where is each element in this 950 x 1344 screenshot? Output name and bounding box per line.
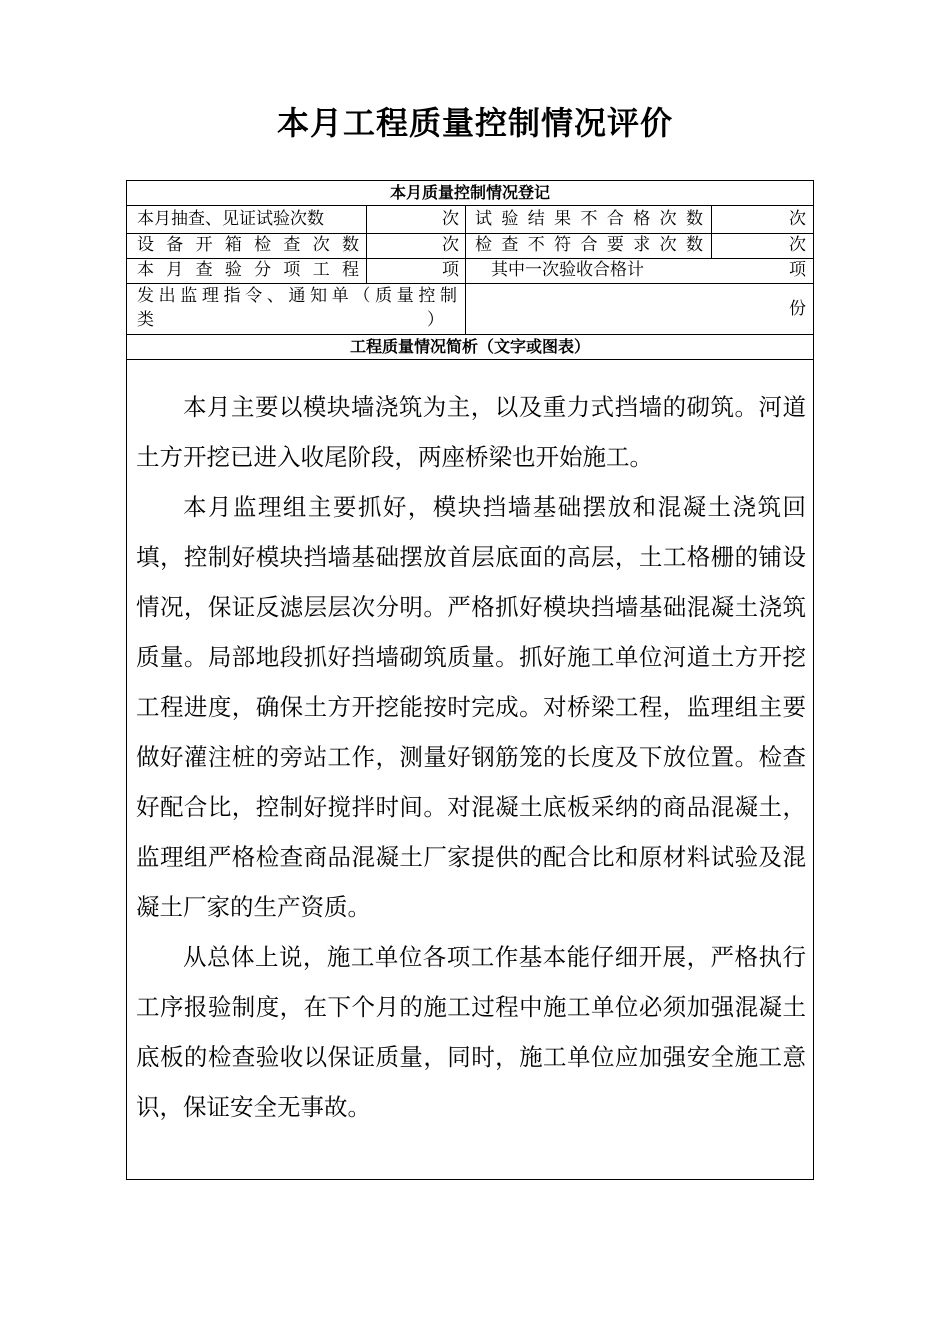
inspected-items-unit: 项 <box>442 260 459 280</box>
unpacking-checks-unit: 次 <box>442 235 459 255</box>
analysis-paragraph: 本月主要以模块墙浇筑为主，以及重力式挡墙的砌筑。河道土方开挖已进入收尾阶段，两座桥梁也开始施工。 <box>136 393 806 471</box>
analysis-paragraph: 本月监理组主要抓好，模块挡墙基础摆放和混凝土浇筑回填，控制好模块挡墙基础摆放首层底面的高层，土工格栅的铺设情况，保证反滤层层次分明。严格抓好模块挡墙基础混凝土浇筑质量。局部地段抓好挡墙砌筑质量。抓好施工单位河道土方开挖工程进度，确保土方开挖能按时完成。对桥梁工程，监理组主要做好灌注桩的旁站工作，测量好钢筋笼的长度及下放位置。检查好配合比，控制好搅拌时间。对混凝土底板采纳的商品混凝土，监理组严格检查商品混凝土厂家提供的配合比和原材料试验及混凝土厂家的生产资质。 <box>136 493 806 921</box>
nonconforming-checks-label: 检查不符合要求次数 <box>475 235 703 255</box>
analysis-text <box>136 382 806 1132</box>
analysis-header: 工程质量情况简析（文字或图表） <box>349 337 590 356</box>
notices-label-cont: 类 <box>137 310 154 330</box>
failed-tests-unit: 次 <box>789 209 806 229</box>
first-pass-label: 其中一次验收合格计 <box>491 260 644 280</box>
unpacking-checks-label: 设备开箱检查次数 <box>137 235 359 255</box>
row-divider <box>127 359 813 360</box>
notices-label: 发出监理指令、通知单（质量控制 <box>137 286 457 306</box>
notices-unit: 份 <box>789 299 806 319</box>
page-title: 本月工程质量控制情况评价 <box>276 104 673 142</box>
failed-tests-label: 试验结果不合格次数 <box>475 209 703 229</box>
nonconforming-checks-unit: 次 <box>789 235 806 255</box>
row-divider <box>127 334 813 335</box>
row-divider <box>127 283 813 284</box>
sampling-tests-unit: 次 <box>442 209 459 229</box>
analysis-paragraph: 从总体上说，施工单位各项工作基本能仔细开展，严格执行工序报验制度，在下个月的施工过程中施工单位必须加强混凝土底板的检查验收以保证质量，同时，施工单位应加强安全施工意识，保证安全无事故。 <box>136 943 806 1121</box>
notices-label-close: ） <box>427 310 444 330</box>
register-header: 本月质量控制情况登记 <box>389 183 550 202</box>
first-pass-unit: 项 <box>789 260 806 280</box>
inspected-items-label: 本月查验分项工程 <box>137 260 359 280</box>
sampling-tests-label: 本月抽查、见证试验次数 <box>137 209 324 229</box>
